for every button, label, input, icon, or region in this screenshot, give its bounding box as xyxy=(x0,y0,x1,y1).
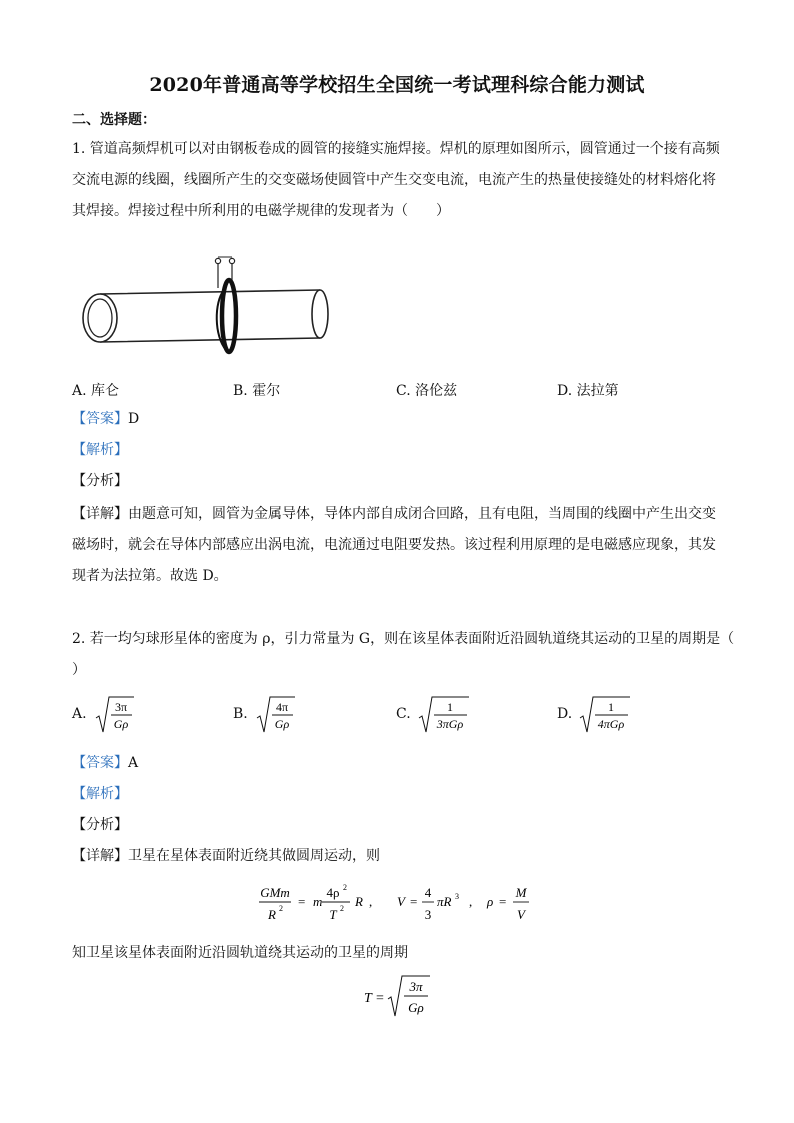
q1-option-a: A. 库仑 xyxy=(72,383,120,399)
f1-den-exp: 2 xyxy=(279,904,283,913)
result-den: Gρ xyxy=(408,1000,424,1015)
q1-jiexi: 【解析】 xyxy=(72,442,128,458)
q2-answer xyxy=(72,748,138,779)
q2-option-b-formula xyxy=(255,694,299,736)
q2-option-a-num: 3π xyxy=(114,700,128,714)
q2-option-c-num: 1 xyxy=(447,700,453,714)
q1-option-b: B. 霍尔 xyxy=(233,383,281,399)
f3-den: 3 xyxy=(424,907,432,922)
comma-1: , xyxy=(369,894,373,909)
result-num: 3π xyxy=(409,979,423,994)
q2-option-b-num: 4π xyxy=(275,700,289,714)
q1-line-2: 交流电源的线圈，线圈所产生的交变磁场使圆管中产生交变电流，电流产生的热量使接缝处的材料熔化将 xyxy=(72,172,716,188)
eq-2: = xyxy=(410,894,418,909)
q2-option-a-label: A. xyxy=(72,706,87,722)
detail-text: 卫星在星体表面附近绕其做圆周运动，则 xyxy=(128,848,380,864)
eq-3: = xyxy=(499,894,507,909)
result-t: T xyxy=(364,991,372,1006)
answer-value: D xyxy=(128,411,140,427)
q2-option-c-label: C. xyxy=(396,706,411,722)
radius-r: R xyxy=(355,894,363,909)
section-heading: 二、选择题： xyxy=(72,112,156,128)
detail-tag: 【详解】 xyxy=(72,848,128,864)
eq-1: = xyxy=(298,894,306,909)
q1-answer xyxy=(72,404,139,435)
q1-option-d: D. 法拉第 xyxy=(557,383,619,399)
q2-option-d-label: D. xyxy=(557,706,573,722)
f3-num: 4 xyxy=(424,885,432,900)
mass-m: m xyxy=(313,894,323,909)
f2-den-exp: 2 xyxy=(340,904,344,913)
q2-option-d-den: 4πGρ xyxy=(597,717,625,731)
q1-line-3: 其焊接。焊接过程中所利用的电磁学规律的发现者为（ ） xyxy=(72,203,450,219)
answer-tag: 【答案】 xyxy=(72,411,128,427)
q1-detail-line-2: 磁场时，就会在导体内部感应出涡电流，电流通过电阻要发热。该过程利用原理的是电磁感应现象，其发 xyxy=(72,537,716,553)
q2-option-a-formula xyxy=(94,694,138,736)
comma-2: , xyxy=(469,894,473,909)
period-result-formula xyxy=(362,972,442,1020)
f4-num: M xyxy=(515,885,527,900)
f2-den: T xyxy=(329,907,337,922)
result-eq: = xyxy=(376,991,384,1006)
f1-den: R xyxy=(268,907,276,922)
detail-tag: 【详解】 xyxy=(72,506,128,522)
f2-num-exp: 2 xyxy=(343,883,347,892)
coil-illustration xyxy=(215,257,236,352)
pipe-illustration xyxy=(83,290,328,342)
detail-text: 由题意可知，圆管为金属导体，导体内部自成闭合回路，且有电阻，当周围的线圈中产生出交变 xyxy=(128,506,716,522)
q2-option-c-formula xyxy=(417,694,473,736)
f1-num: GMm xyxy=(260,885,290,900)
q2-line-1: 2. 若一均匀球形星体的密度为 ρ，引力常量为 G，则在该星体表面附近沿圆轨道绕其运动的卫星的周期是（ xyxy=(72,631,735,647)
answer-value: A xyxy=(128,755,139,771)
q1-option-c: C. 洛伦兹 xyxy=(396,383,458,399)
orbital-equation xyxy=(255,880,545,926)
q2-option-b-den: Gρ xyxy=(274,717,290,731)
q2-line-2: ） xyxy=(72,662,86,678)
q2-option-a-den: Gρ xyxy=(113,717,129,731)
volume-v: V xyxy=(397,894,405,909)
page-title: 2020年普通高等学校招生全国统一考试理科综合能力测试 xyxy=(149,74,645,96)
pi-r: πR xyxy=(437,894,452,909)
q2-option-d-num: 1 xyxy=(608,700,614,714)
q2-conclusion: 知卫星该星体表面附近沿圆轨道绕其运动的卫星的周期 xyxy=(72,945,408,961)
q1-detail-line-1 xyxy=(72,499,716,530)
f4-den: V xyxy=(517,907,525,922)
density-rho: ρ xyxy=(487,894,494,909)
q2-detail-line xyxy=(72,841,380,872)
q2-option-b-label: B. xyxy=(233,706,248,722)
f2-num: 4ρ xyxy=(326,885,340,900)
pipe-coil-figure xyxy=(78,254,340,360)
q2-jiexi: 【解析】 xyxy=(72,786,128,802)
q1-line-1: 1. 管道高频焊机可以对由钢板卷成的圆管的接缝实施焊接。焊机的原理如图所示，圆管通过一个接有高频 xyxy=(72,141,720,157)
q1-fenxi: 【分析】 xyxy=(72,473,128,489)
answer-tag: 【答案】 xyxy=(72,755,128,771)
q2-option-d-formula xyxy=(578,694,634,736)
q1-detail-line-3: 现者为法拉第。故选 D。 xyxy=(72,568,228,584)
pi-r-exp: 3 xyxy=(455,892,459,901)
q2-option-c-den: 3πGρ xyxy=(436,717,464,731)
q2-fenxi: 【分析】 xyxy=(72,817,128,833)
